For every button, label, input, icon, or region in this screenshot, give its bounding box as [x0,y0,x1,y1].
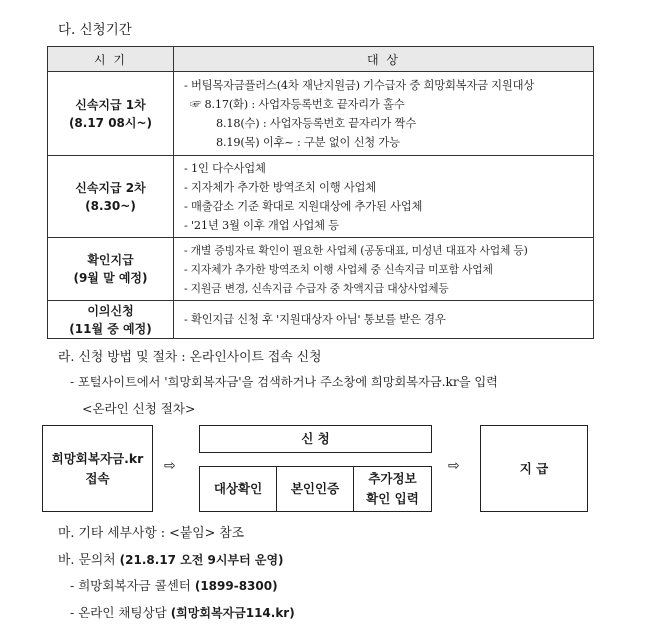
step-site-access: 희망회복자금.kr 접속 [42,425,153,512]
arrow-icon: ⇨ [448,458,460,474]
table-row [48,72,594,156]
period-cell: 이의신청 (11월 중 예정) [48,301,174,339]
contact-callcenter: - 희망회복자금 콜센터 (1899-8300) [70,578,278,593]
section-ma-title: 마. 기타 세부사항 : <붙임> 참조 [58,526,245,541]
step-payment: 지 급 [480,425,588,512]
section-ba-title: 바. 문의처 [58,553,116,568]
target-cell: - 1인 다수사업체 - 지자체가 추가한 방역조치 이행 사업체 - 매출감소 기준 확대로 지원대상에 추가된 사업체 - '21년 3월 이후 개업 사업체 등 [174,156,594,238]
period-cell: 확인지급 (9월 말 예정) [48,238,174,301]
step-identity-verification: 본인인증 [276,466,354,512]
section-da-title: 다. 신청기간 [58,22,132,38]
apply-header: 신 청 [199,425,432,453]
table-header-row [48,47,594,72]
schedule-table [47,46,594,339]
step-target-check: 대상확인 [199,466,277,512]
procedure-label: <온라인 신청 절차> [82,401,196,416]
portal-instruction: - 포털사이트에서 '희망회복자금'을 검색하거나 주소창에 희망회복자금.kr을 입력 [70,375,498,389]
target-cell: - 버팀목자금플러스(4차 재난지원금) 기수급자 중 희망회복자금 지원대상 ☞ 8.17(화) : 사업자등록번호 끝자리가 홀수 8.18(수) : 사업자등록번호 끝자리가 짝수 8.19(목) 이후~ : 구분 없이 신청 가능 [174,72,594,156]
step-additional-info: 추가정보 확인 입력 [353,466,432,512]
header-period: 시 기 [48,47,174,72]
header-target: 대 상 [174,47,594,72]
section-ba-note: (21.8.17 오전 9시부터 운영) [119,553,284,567]
period-cell: 신속지급 2차 (8.30~) [48,156,174,238]
section-ba-title-line [58,549,284,568]
table-row [48,301,594,339]
arrow-icon: ⇨ [164,458,176,474]
period-cell: 신속지급 1차 (8.17 08시~) [48,72,174,156]
target-cell: - 확인지급 신청 후 '지원대상자 아님' 통보를 받은 경우 [174,301,594,339]
table-row [48,238,594,301]
table-row [48,156,594,238]
contact-chat: - 온라인 채팅상담 (희망회복자금114.kr) [70,605,295,620]
target-cell: - 개별 증빙자료 확인이 필요한 사업체 (공동대표, 미성년 대표자 사업체 등) - 지자체가 추가한 방역조치 이행 사업체 중 신속지급 미포함 사업체 - 지원금 변경, 신속지급 수급자 중 차액지급 대상사업체등 [174,238,594,301]
section-ra-title: 라. 신청 방법 및 절차 : 온라인사이트 접속 신청 [58,350,322,365]
